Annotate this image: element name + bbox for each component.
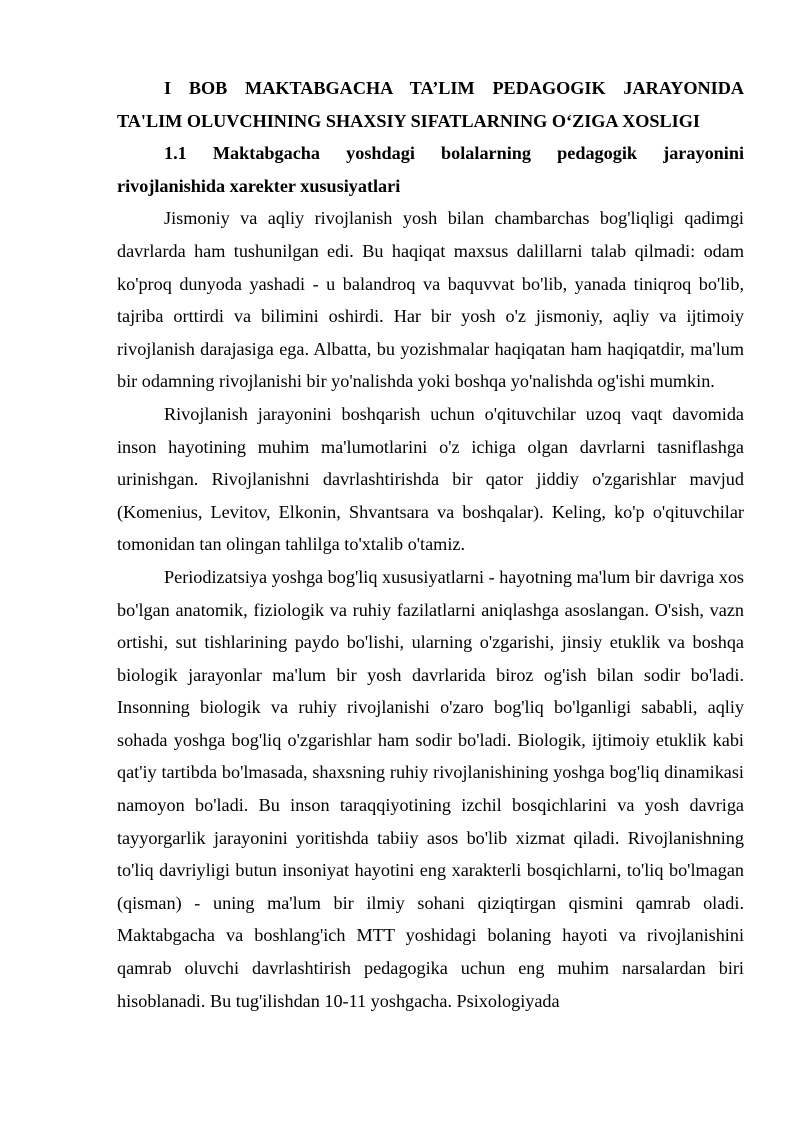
paragraph: Periodizatsiya yoshga bog'liq xususiyatlarni - hayotning ma'lum bir davriga xos bo'lgan anatomik, fiziologik va ruhiy fazilatlarni aniqlashga asoslangan. O'sish, vazn ortishi, sut tishlarining paydo bo'lishi, ularning o'zgarishi, jinsiy etuklik va boshqa biologik jarayonlar ma'lum bir yosh davrlarida biroz og'ish bilan sodir bo'ladi. Insonning biologik va ruhiy rivojlanishi o'zaro bog'liq bo'lganligi sababli, aqliy sohada yoshga bog'liq o'zgarishlar ham sodir bo'ladi. Biologik, ijtimoiy etuklik kabi qat'iy tartibda bo'lmasada, shaxsning ruhiy rivojlanishining yoshga bog'liq dinamikasi namoyon bo'ladi. Bu inson taraqqiyotining izchil bosqichlarini va yosh davriga tayyorgarlik jarayonini yoritishda tabiiy asos bo'lib xizmat qiladi. Rivojlanishning to'liq davriyligi butun insoniyat hayotini eng xarakterli bosqichlarni, to'liq bo'lmagan (qisman) - uning ma'lum bir ilmiy sohani qiziqtirgan qismini qamrab oladi. Maktabgacha va boshlang'ich MTT yoshidagi bolaning hayoti va rivojlanishini qamrab oluvchi davrlashtirish pedagogika uchun eng muhim narsalardan biri hisoblanadi. Bu tug'ilishdan 10-11 yoshgacha. Psixologiyada — [117, 566, 744, 1011]
section-title: 1.1 Maktabgacha yoshdagi bolalarning pedagogik jarayonini rivojlanishida xarekter xususiyatlari — [117, 143, 744, 196]
paragraph: Jismoniy va aqliy rivojlanish yosh bilan chambarchas bog'liqligi qadimgi davrlarda ham tushunilgan edi. Bu haqiqat maxsus dalillarni talab qilmadi: odam ko'proq dunyoda yashadi - u balandroq va baquvvat bo'lib, yanada tiniqroq bo'lib, tajriba orttirdi va bilimini oshirdi. Har bir yosh o'z jismoniy, aqliy va ijtimoiy rivojlanish darajasiga ega. Albatta, bu yozishmalar haqiqatan ham haqiqatdir, ma'lum bir odamning rivojlanishi bir yo'nalishda yoki boshqa yo'nalishda og'ishi mumkin. — [117, 208, 744, 392]
chapter-title: I BOB MAKTABGACHA TA’LIM PEDAGOGIK JARAYONIDA TA'LIM OLUVCHINING SHAXSIY SIFATLARNING O‘ZIGA XOSLIGI — [117, 78, 744, 131]
document-body — [117, 72, 744, 1017]
paragraph: Rivojlanish jarayonini boshqarish uchun o'qituvchilar uzoq vaqt davomida inson hayotining muhim ma'lumotlarini o'z ichiga olgan davrlarni tasniflashga urinishgan. Rivojlanishni davrlashtirishda bir qator jiddiy o'zgarishlar mavjud (Komenius, Levitov, Elkonin, Shvantsara va boshqalar). Keling, ko'p o'qituvchilar tomonidan tan olingan tahlilga to'xtalib o'tamiz. — [117, 403, 744, 555]
